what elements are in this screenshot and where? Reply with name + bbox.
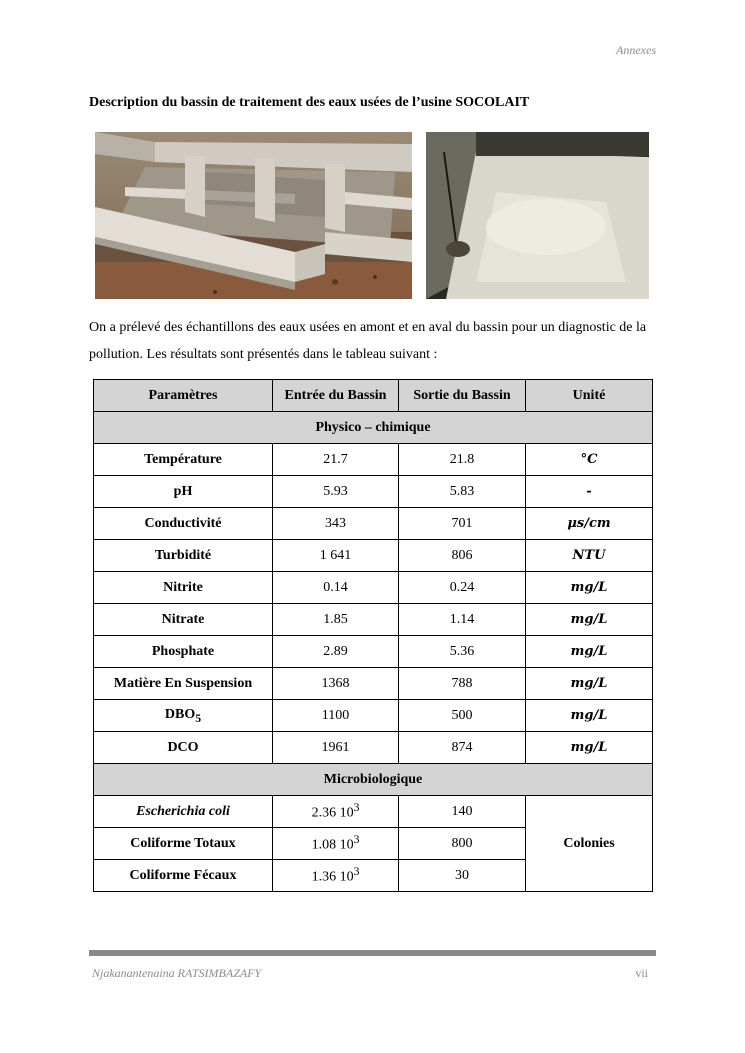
inlet-value: 1961 — [273, 732, 399, 764]
inlet-value: 1368 — [273, 668, 399, 700]
table-row — [94, 700, 653, 732]
table-row — [94, 476, 653, 508]
unit-value: μs/cm — [526, 508, 653, 540]
section-title: Description du bassin de traitement des eaux usées de l’usine SOCOLAIT — [89, 95, 530, 110]
section-label: Microbiologique — [94, 764, 653, 796]
param-name: DCO — [94, 732, 273, 764]
param-name: Nitrate — [94, 604, 273, 636]
inlet-value: 0.14 — [273, 572, 399, 604]
unit-value: mg/L — [526, 636, 653, 668]
column-header: Unité — [526, 380, 653, 412]
unit-value: mg/L — [526, 604, 653, 636]
basin-structure-photo — [95, 132, 412, 299]
section-row-physico — [94, 412, 653, 444]
inlet-value: 1100 — [273, 700, 399, 732]
outlet-value: 21.8 — [399, 444, 526, 476]
outlet-value: 874 — [399, 732, 526, 764]
param-name: Matière En Suspension — [94, 668, 273, 700]
inlet-value: 343 — [273, 508, 399, 540]
table-row — [94, 444, 653, 476]
table-row — [94, 668, 653, 700]
table-row — [94, 636, 653, 668]
results-table — [93, 379, 653, 892]
param-subscript: 5 — [195, 711, 202, 725]
table-header-row — [94, 380, 653, 412]
param-name: Coliforme Totaux — [94, 828, 273, 860]
exponent: 3 — [353, 833, 360, 847]
param-name-text: DBO — [164, 706, 196, 722]
outlet-value: 140 — [399, 796, 526, 828]
column-header: Paramètres — [94, 380, 273, 412]
outlet-value: 806 — [399, 540, 526, 572]
micro-unit: Colonies — [526, 796, 653, 892]
section-label: Physico – chimique — [94, 412, 653, 444]
param-name — [94, 700, 273, 732]
inlet-value-text: 1.36 10 — [311, 869, 354, 885]
inlet-value: 5.93 — [273, 476, 399, 508]
unit-value: mg/L — [526, 572, 653, 604]
outlet-value: 5.36 — [399, 636, 526, 668]
inlet-value — [273, 828, 399, 860]
param-name: Escherichia coli — [94, 796, 273, 828]
inlet-value: 1 641 — [273, 540, 399, 572]
param-name: Phosphate — [94, 636, 273, 668]
param-name: Coliforme Fécaux — [94, 860, 273, 892]
page-number: vii — [635, 966, 648, 980]
param-name: pH — [94, 476, 273, 508]
outlet-value: 788 — [399, 668, 526, 700]
inlet-value: 1.85 — [273, 604, 399, 636]
outlet-value: 800 — [399, 828, 526, 860]
unit-value: °C — [526, 444, 653, 476]
intro-paragraph: On a prélevé des échantillons des eaux usées en amont et en aval du bassin pour un diagnostic de la pollution. Les résultats sont présentés dans le tableau suivant : — [89, 320, 647, 362]
unit-value: mg/L — [526, 700, 653, 732]
table-row — [94, 572, 653, 604]
table-row — [94, 732, 653, 764]
table-row — [94, 508, 653, 540]
outlet-value: 701 — [399, 508, 526, 540]
unit-value: - — [526, 476, 653, 508]
basin-sediment-photo — [426, 132, 649, 299]
inlet-value: 21.7 — [273, 444, 399, 476]
inlet-value-text: 1.08 10 — [311, 837, 354, 853]
outlet-value: 1.14 — [399, 604, 526, 636]
inlet-value — [273, 860, 399, 892]
outlet-value: 500 — [399, 700, 526, 732]
table-row — [94, 796, 653, 828]
exponent: 3 — [353, 865, 360, 879]
param-name: Température — [94, 444, 273, 476]
running-header: Annexes — [616, 43, 656, 57]
unit-value: mg/L — [526, 668, 653, 700]
outlet-value: 0.24 — [399, 572, 526, 604]
footer-author: Njakanantenaina RATSIMBAZAFY — [92, 966, 262, 980]
table-row — [94, 540, 653, 572]
param-name: Conductivité — [94, 508, 273, 540]
section-row-micro — [94, 764, 653, 796]
inlet-value: 2.89 — [273, 636, 399, 668]
unit-value: mg/L — [526, 732, 653, 764]
column-header: Sortie du Bassin — [399, 380, 526, 412]
inlet-value — [273, 796, 399, 828]
table-row — [94, 604, 653, 636]
exponent: 3 — [353, 801, 360, 815]
column-header: Entrée du Bassin — [273, 380, 399, 412]
param-name: Nitrite — [94, 572, 273, 604]
unit-value: NTU — [526, 540, 653, 572]
param-name: Turbidité — [94, 540, 273, 572]
outlet-value: 30 — [399, 860, 526, 892]
footer-divider — [89, 950, 656, 956]
inlet-value-text: 2.36 10 — [311, 805, 354, 821]
outlet-value: 5.83 — [399, 476, 526, 508]
